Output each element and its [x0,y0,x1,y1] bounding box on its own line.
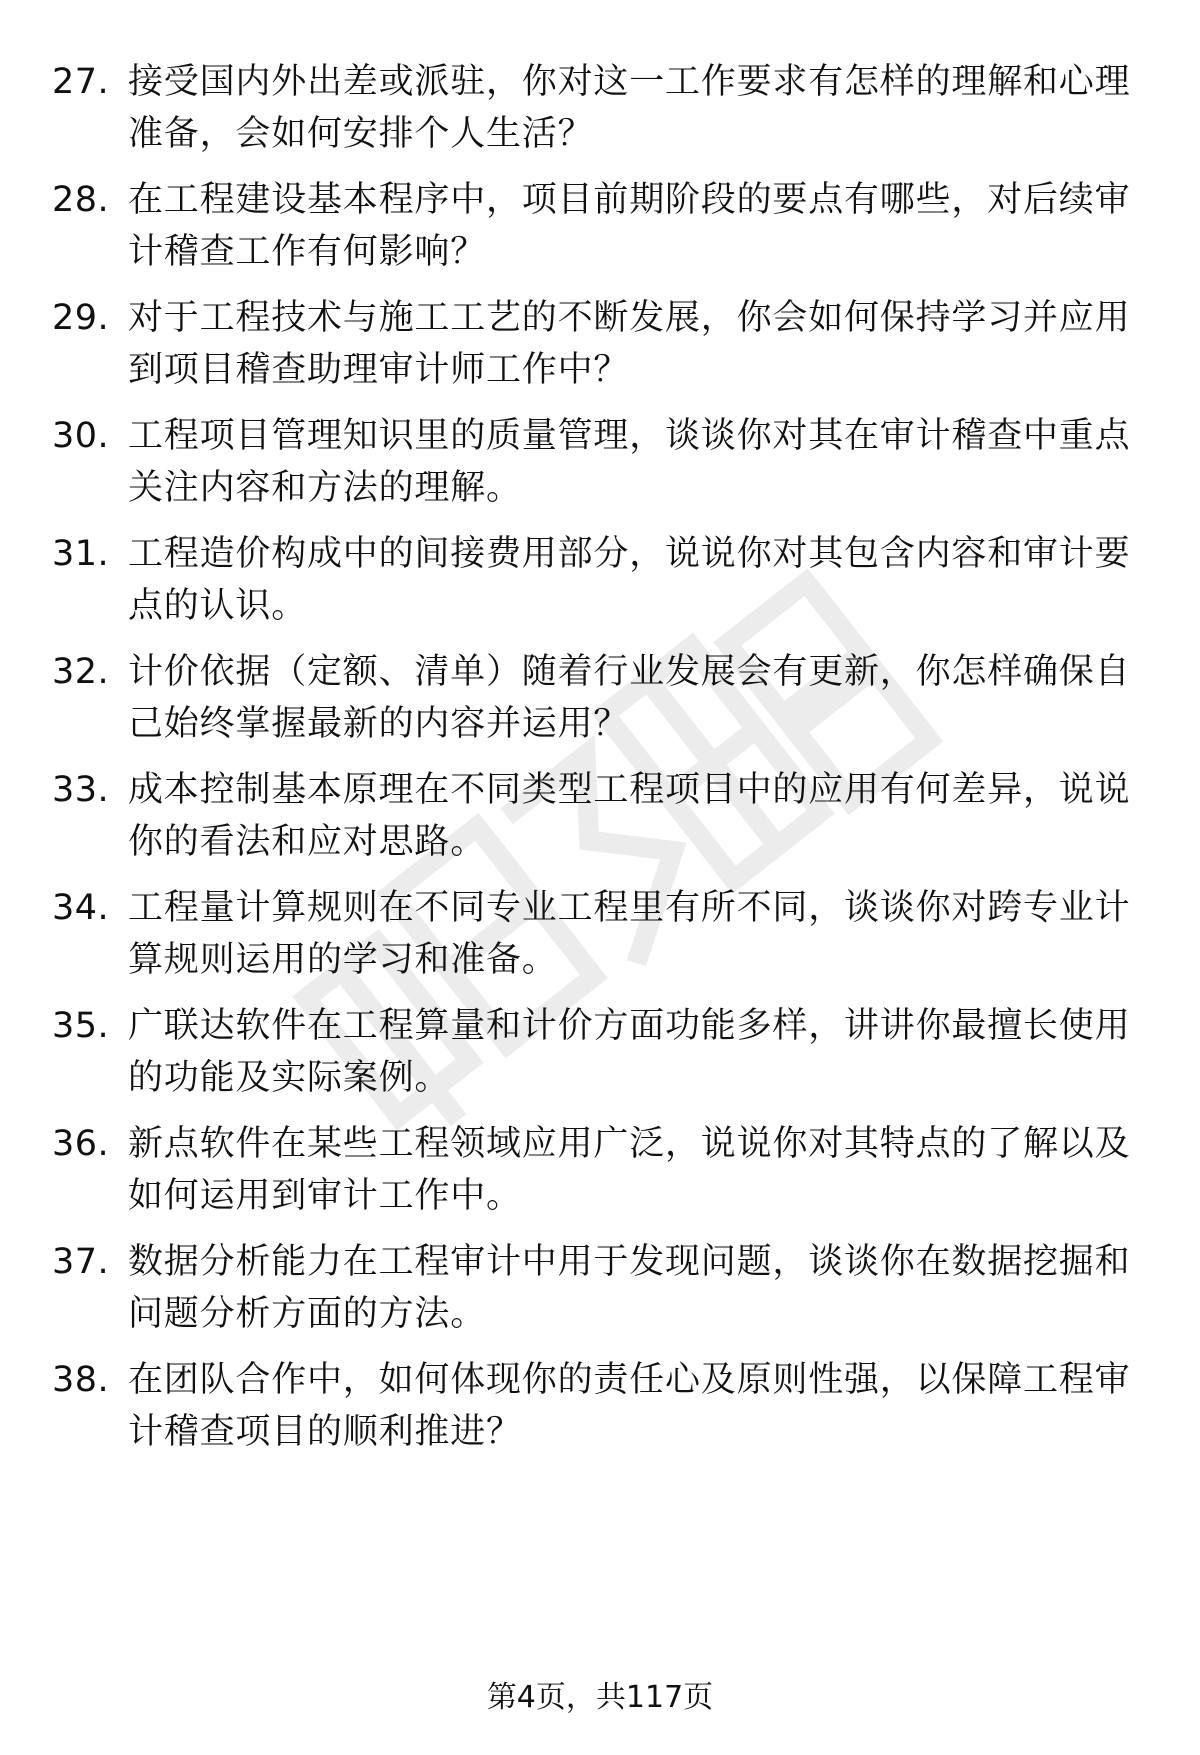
question-number: 28. [52,180,110,220]
page-number-footer: 第4页，共117页 [486,1680,714,1715]
question-item [0,1000,1200,1120]
question-item [0,1118,1200,1238]
question-number: 32. [52,652,110,692]
question-text: 成本控制基本原理在不同类型工程项目中的应用有何差异，说说你的看法和应对思路。 [128,770,1131,862]
question-number: 27. [52,62,110,102]
question-number: 34. [52,888,110,928]
question-text: 对于工程技术与施工工艺的不断发展，你会如何保持学习并应用到项目稽查助理审计师工作中？ [128,298,1131,390]
question-item [0,1354,1200,1474]
question-number: 29. [52,298,110,338]
question-item [0,410,1200,530]
question-item [0,882,1200,1002]
question-number: 30. [52,416,110,456]
question-item [0,292,1200,412]
question-item [0,1236,1200,1356]
question-number: 33. [52,770,110,810]
question-item [0,56,1200,176]
question-number: 38. [52,1360,110,1400]
question-text: 工程量计算规则在不同专业工程里有所不同，谈谈你对跨专业计算规则运用的学习和准备。 [128,888,1131,980]
question-item [0,764,1200,884]
question-item [0,174,1200,294]
question-number: 35. [52,1006,110,1046]
question-text: 接受国内外出差或派驻，你对这一工作要求有怎样的理解和心理准备，会如何安排个人生活？ [128,62,1131,154]
question-text: 工程项目管理知识里的质量管理，谈谈你对其在审计稽查中重点关注内容和方法的理解。 [128,416,1131,508]
question-text: 数据分析能力在工程审计中用于发现问题，谈谈你在数据挖掘和问题分析方面的方法。 [128,1242,1131,1334]
question-number: 31. [52,534,110,574]
question-text: 在工程建设基本程序中，项目前期阶段的要点有哪些，对后续审计稽查工作有何影响？ [128,180,1131,272]
question-number: 36. [52,1124,110,1164]
question-text: 工程造价构成中的间接费用部分，说说你对其包含内容和审计要点的认识。 [128,534,1131,626]
question-text: 广联达软件在工程算量和计价方面功能多样，讲讲你最擅长使用的功能及实际案例。 [128,1006,1131,1098]
question-text: 在团队合作中，如何体现你的责任心及原则性强，以保障工程审计稽查项目的顺利推进？ [128,1360,1131,1452]
question-text: 新点软件在某些工程领域应用广泛，说说你对其特点的了解以及如何运用到审计工作中。 [128,1124,1131,1216]
question-item [0,528,1200,648]
question-number: 37. [52,1242,110,1282]
question-text: 计价依据（定额、清单）随着行业发展会有更新，你怎样确保自己始终掌握最新的内容并运用？ [128,652,1131,744]
question-item [0,646,1200,766]
